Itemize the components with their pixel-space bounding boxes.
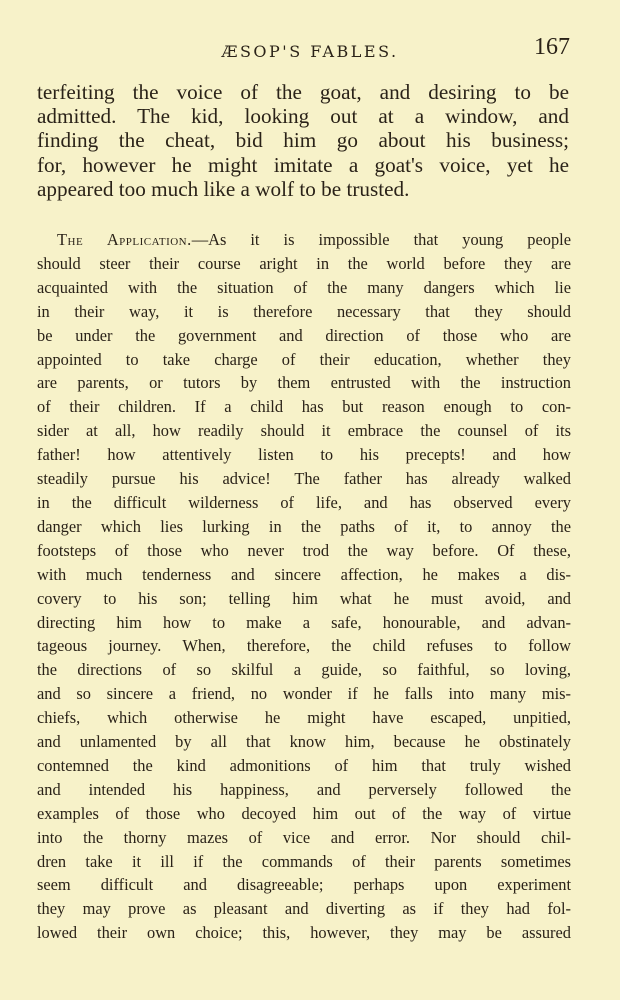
text-line: for, however he might imitate a goat's voice, yet he [37,152,569,177]
text-line: footsteps of those who never trod the way before. Of these, [37,540,571,560]
application-first-line [37,228,571,252]
page-number: 167 [534,34,570,60]
text-line: of their children. If a child has but reason enough to con- [37,397,571,417]
text-line: in the difficult wilderness of life, and has observed every [37,492,571,512]
text-line: danger which lies lurking in the paths of it, to annoy the [37,516,571,536]
application-label: The Application. [57,230,192,249]
text-line: lowed their own choice; this, however, they may be assured [37,923,571,943]
text-line: sider at all, how readily should it embrace the counsel of its [37,421,571,441]
text-line: and so sincere a friend, no wonder if he falls into many mis- [37,684,571,704]
text-line: and unlamented by all that know him, because he obstinately [37,732,571,752]
text-line: with much tenderness and sincere affection, he makes a dis- [37,564,571,584]
application-first-line-text: —As it is impossible that young people [191,230,571,249]
text-line: are parents, or tutors by them entrusted with the instruction [37,373,571,393]
text-line: finding the cheat, bid him go about his business; [37,128,569,153]
text-line: appeared too much like a wolf to be trusted. [37,176,410,201]
text-line: directing him how to make a safe, honourable, and advan- [37,612,571,632]
text-line: examples of those who decoyed him out of the way of virtue [37,803,571,823]
text-line: tageous journey. When, therefore, the child refuses to follow [37,636,571,656]
application-paragraph [37,228,571,945]
text-line: acquainted with the situation of the many dangers which lie [37,277,571,297]
text-line: covery to his son; telling him what he must avoid, and [37,588,571,608]
text-line: the directions of so skilful a guide, so faithful, so loving, [37,660,571,680]
text-line: in their way, it is therefore necessary that they should [37,301,571,321]
text-line: into the thorny mazes of vice and error. Nor should chil- [37,827,571,847]
running-title: ÆSOP'S FABLES. [221,42,399,61]
text-line: appointed to take charge of their education, whether they [37,349,571,369]
text-line: terfeiting the voice of the goat, and desiring to be [37,80,569,104]
text-line: be under the government and direction of those who are [37,325,571,345]
page-header [0,34,620,68]
text-line: and intended his happiness, and perversely followed the [37,779,571,799]
text-line: dren take it ill if the commands of their parents sometimes [37,851,571,871]
text-line: seem difficult and disagreeable; perhaps upon experiment [37,875,571,895]
text-line: chiefs, which otherwise he might have escaped, unpitied, [37,708,571,728]
text-line: they may prove as pleasant and diverting as if they had fol- [37,899,571,919]
text-line: contemned the kind admonitions of him that truly wished [37,755,571,775]
text-line: steadily pursue his advice! The father has already walked [37,469,571,489]
text-line: father! how attentively listen to his precepts! and how [37,445,571,465]
text-line: admitted. The kid, looking out at a window, and [37,104,569,129]
text-line: should steer their course aright in the world before they are [37,253,571,273]
fable-text [37,80,569,201]
